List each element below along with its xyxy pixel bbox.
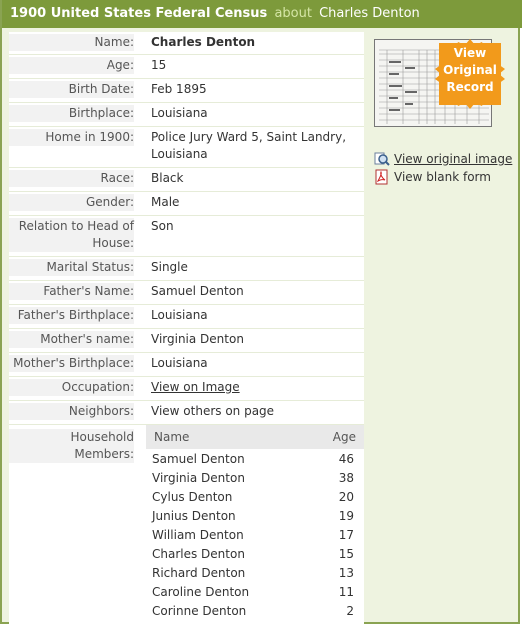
label-age: Age: [9, 57, 134, 74]
household-member-row[interactable] [146, 450, 364, 469]
label-name: Name: [9, 34, 134, 51]
label-father-name: Father's Name: [9, 283, 134, 300]
row-mother-name [9, 328, 364, 353]
label-mother-birthplace: Mother's Birthplace: [9, 355, 134, 372]
label-father-birthplace: Father's Birthplace: [9, 307, 134, 324]
magnifier-icon [374, 151, 390, 167]
household-member-age: 2 [346, 604, 354, 618]
value-gender: Male [151, 195, 180, 209]
row-race [9, 167, 364, 192]
label-occupation: Occupation: [9, 379, 134, 396]
value-mother-name: Virginia Denton [151, 332, 244, 346]
row-home [9, 126, 364, 168]
label-mother-name: Mother's name: [9, 331, 134, 348]
label-birthplace: Birthplace: [9, 105, 134, 122]
value-race: Black [151, 171, 184, 185]
value-home-line1: Police Jury Ward 5, Saint Landry, [151, 130, 347, 144]
title-bar [2, 0, 522, 28]
title-about: about [274, 6, 312, 21]
original-record-thumbnail[interactable] [374, 39, 504, 129]
household-member-age: 19 [338, 509, 354, 523]
value-father-birthplace: Louisiana [151, 308, 208, 322]
household-member-name[interactable]: Corinne Denton [152, 604, 247, 618]
label-home: Home in 1900: [9, 129, 134, 146]
household-member-age: 20 [338, 490, 354, 504]
household-member-row[interactable] [146, 564, 364, 583]
value-relation: Son [151, 219, 174, 233]
household-col-age: Age [332, 430, 356, 444]
record-details [9, 32, 364, 624]
household-member-name[interactable]: Cylus Denton [152, 490, 233, 504]
household-member-row[interactable] [146, 545, 364, 564]
row-occupation [9, 376, 364, 401]
occupation-view-on-image-link[interactable]: View on Image [151, 380, 240, 394]
label-race: Race: [9, 170, 134, 187]
household-table-header [146, 425, 364, 449]
row-neighbors [9, 400, 364, 425]
view-blank-form-label: View blank form [394, 170, 491, 184]
household-member-age: 13 [338, 566, 354, 580]
household-member-row[interactable] [146, 469, 364, 488]
label-relation-line2: House: [9, 235, 134, 252]
household-member-name[interactable]: Junius Denton [152, 509, 236, 523]
row-age [9, 54, 364, 79]
label-neighbors: Neighbors: [9, 403, 134, 420]
collection-title: 1900 United States Federal Census [10, 6, 268, 21]
household-member-row[interactable] [146, 583, 364, 602]
household-member-name[interactable]: Richard Denton [152, 566, 246, 580]
row-father-name [9, 280, 364, 305]
value-name: Charles Denton [151, 35, 256, 49]
badge-line2: Original [443, 63, 497, 77]
row-father-birthplace [9, 304, 364, 329]
household-member-age: 38 [338, 471, 354, 485]
household-member-name[interactable]: William Denton [152, 528, 244, 542]
badge-line3: Record [446, 80, 494, 94]
label-relation-line1: Relation to Head of [9, 218, 134, 235]
household-member-name[interactable]: Charles Denton [152, 547, 245, 561]
household-member-age: 17 [338, 528, 354, 542]
household-col-name: Name [154, 430, 190, 444]
value-age: 15 [151, 58, 167, 72]
row-marital [9, 256, 364, 281]
label-marital: Marital Status: [9, 259, 134, 276]
row-birthplace [9, 102, 364, 127]
household-member-age: 11 [338, 585, 354, 599]
row-birth-date [9, 78, 364, 103]
pdf-icon [374, 169, 390, 185]
household-member-row[interactable] [146, 602, 364, 621]
label-household: Household Members: [9, 429, 134, 463]
row-gender [9, 191, 364, 216]
household-member-name[interactable]: Caroline Denton [152, 585, 250, 599]
value-father-name: Samuel Denton [151, 284, 244, 298]
row-mother-birthplace [9, 352, 364, 377]
badge-line1: View [453, 46, 487, 60]
view-original-image-link[interactable] [374, 151, 514, 169]
row-relation [9, 215, 364, 257]
household-member-age: 46 [338, 452, 354, 466]
value-birthplace: Louisiana [151, 106, 208, 120]
view-original-image-label: View original image [394, 152, 513, 166]
household-member-name[interactable]: Samuel Denton [152, 452, 245, 466]
label-gender: Gender: [9, 194, 134, 211]
household-member-name[interactable]: Virginia Denton [152, 471, 245, 485]
title-person: Charles Denton [319, 6, 420, 21]
value-birth-date: Feb 1895 [151, 82, 207, 96]
view-original-record-button[interactable] [435, 45, 505, 96]
neighbors-view-others-link[interactable]: View others on page [151, 404, 275, 418]
household-member-row[interactable] [146, 507, 364, 526]
household-member-row[interactable] [146, 526, 364, 545]
household-member-age: 15 [338, 547, 354, 561]
row-name [9, 32, 364, 55]
household-member-row[interactable] [146, 488, 364, 507]
view-blank-form-link[interactable] [374, 169, 514, 187]
label-birth-date: Birth Date: [9, 81, 134, 98]
value-marital: Single [151, 260, 188, 274]
value-home-line2: Louisiana [151, 147, 208, 161]
value-mother-birthplace: Louisiana [151, 356, 208, 370]
